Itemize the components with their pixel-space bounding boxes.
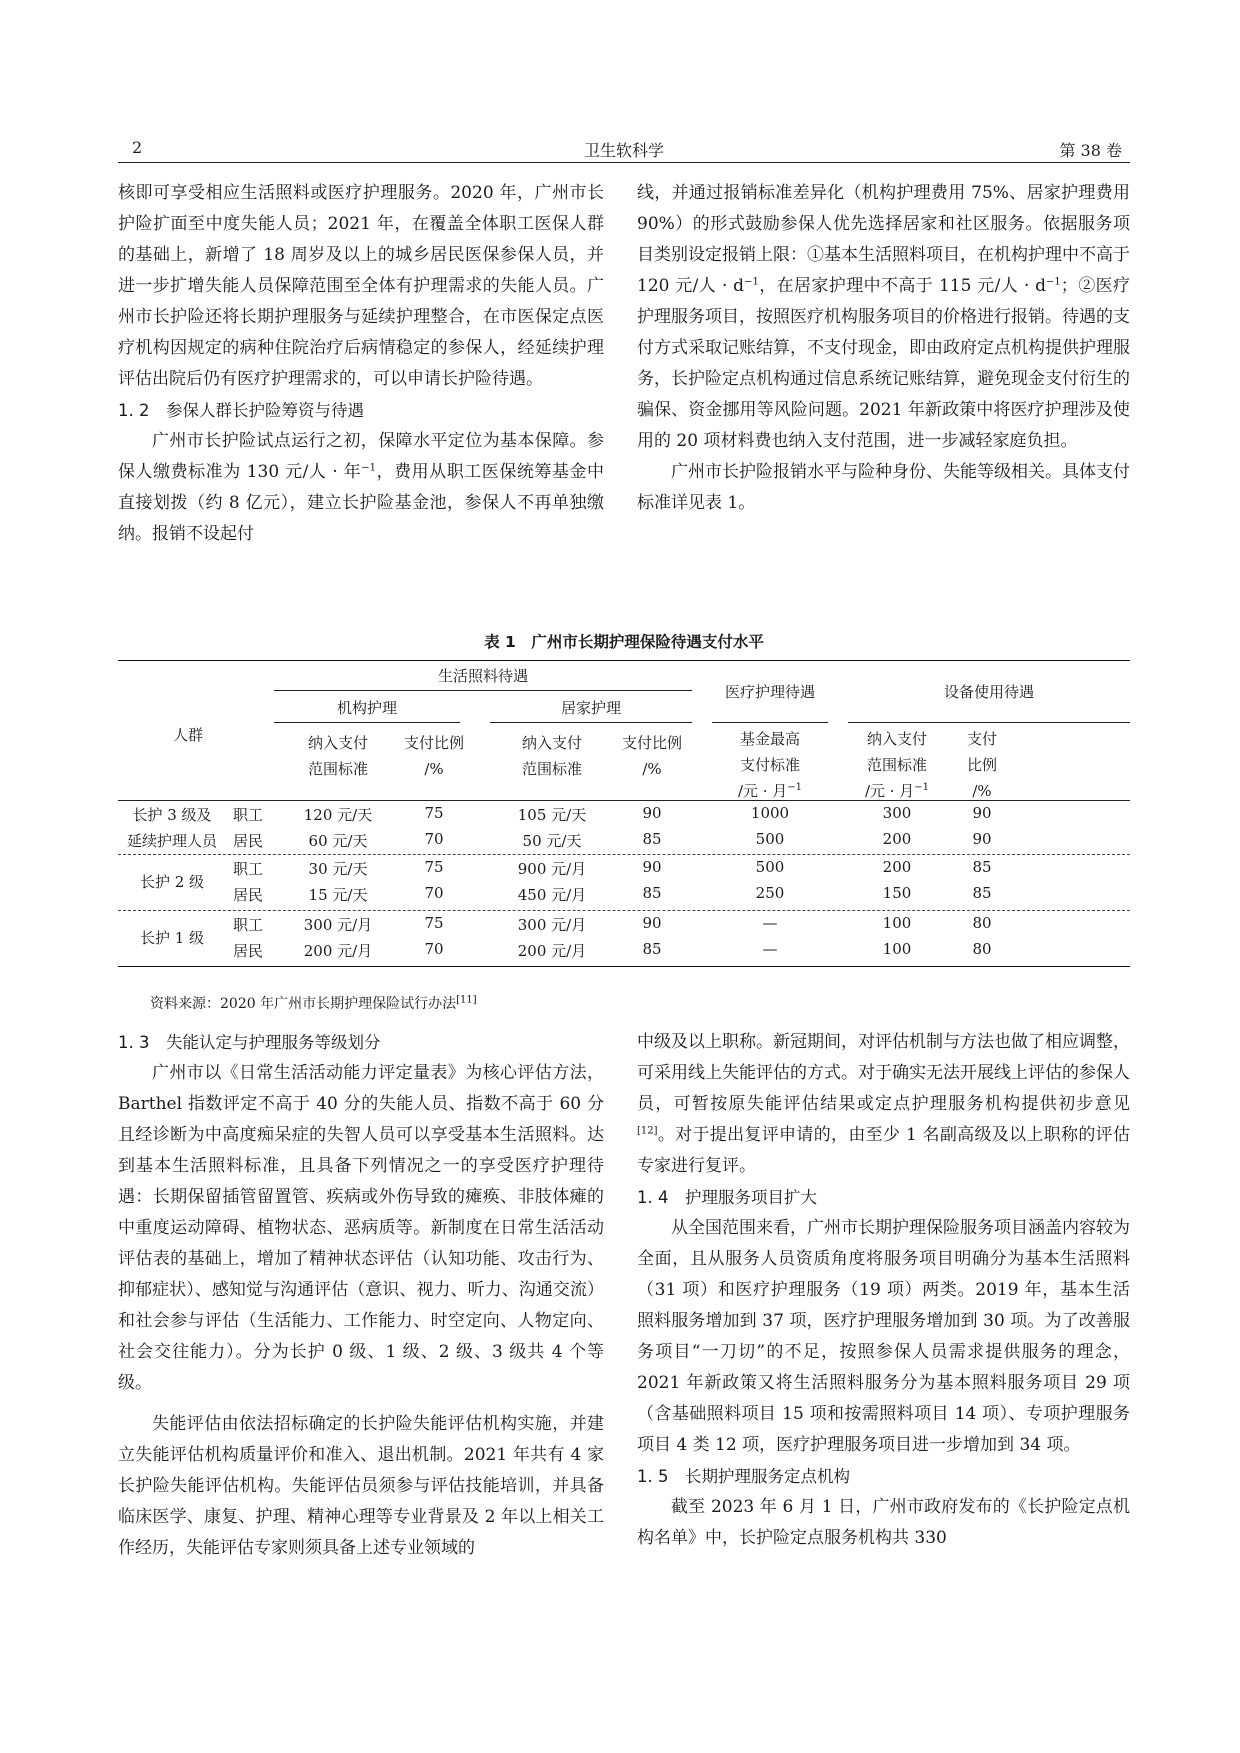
cell: 100 xyxy=(882,914,912,932)
cell: 80 xyxy=(972,914,992,932)
header-line: 支付比例 xyxy=(403,734,464,752)
header-home-scope xyxy=(502,730,602,782)
cell: 70 xyxy=(424,884,444,902)
cell: 50 元/天 xyxy=(522,832,582,850)
superscript: −1 xyxy=(914,782,930,793)
header-medical: 医疗护理待遇 xyxy=(724,683,815,701)
row-type: 居民 xyxy=(232,886,263,904)
text-run: 中级及以上职称。新冠期间，对评估机制与方法也做了相应调整，可采用线上失能评估的方式。对于确实无法开展线上评估的参保人员，可暂按原失能评估结果或定点护理服务机构提供初步意见 xyxy=(637,1032,1130,1114)
header-rule-med xyxy=(712,722,828,723)
page-number: 2 xyxy=(132,138,143,157)
header-line: /元 · 月 xyxy=(864,782,915,800)
paragraph: 广州市长护险报销水平与险种身份、失能等级相关。具体支付标准详见表 1。 xyxy=(637,462,1130,513)
cell: 75 xyxy=(424,858,444,876)
cell: 100 xyxy=(882,940,912,958)
table-top-rule xyxy=(118,660,1130,661)
paragraph xyxy=(637,178,1130,457)
header-line: 范围标准 xyxy=(307,760,368,778)
group-label: 延续护理人员 xyxy=(126,832,217,850)
cell: 70 xyxy=(424,830,444,848)
header-rule xyxy=(118,162,1130,163)
cell: 1000 xyxy=(750,804,790,822)
table-bottom-rule xyxy=(118,966,1130,967)
cell: — xyxy=(762,914,778,932)
superscript: −1 xyxy=(744,276,759,288)
header-group: 人群 xyxy=(172,726,203,744)
table-caption: 表 1 广州市长期护理保险待遇支付水平 xyxy=(484,633,764,651)
cell: 60 元/天 xyxy=(308,832,368,850)
text-run: 广州市长护险试点运行之初，保障水平定位为基本保障。参保人缴费标准为 130 元/人 · 年 xyxy=(118,431,604,482)
cell: 500 xyxy=(755,830,785,848)
header-line: 支付 xyxy=(966,730,997,748)
cell: 85 xyxy=(642,940,662,958)
section-heading-1-4: 1. 4 护理服务项目扩大 xyxy=(637,1188,817,1207)
header-institution: 机构护理 xyxy=(336,699,397,717)
superscript: −1 xyxy=(361,462,377,474)
header-line: 范围标准 xyxy=(866,756,927,774)
header-line: /% xyxy=(642,760,662,778)
header-line: 支付标准 xyxy=(739,756,800,774)
header-rule-inst xyxy=(274,722,460,723)
benefit-table xyxy=(118,660,1130,980)
journal-name: 卫生软科学 xyxy=(583,141,664,160)
text-run: ，在居家护理中不高于 115 元/人 · d xyxy=(758,276,1047,296)
header-line: 纳入支付 xyxy=(866,730,927,748)
header-med-limit xyxy=(712,726,828,804)
row-type: 职工 xyxy=(232,860,263,878)
paragraph xyxy=(118,426,604,550)
cell: 250 xyxy=(755,884,785,902)
top-left-column xyxy=(118,178,604,550)
header-rule-life xyxy=(274,690,692,691)
cell: 85 xyxy=(972,858,992,876)
cell: 90 xyxy=(972,830,992,848)
superscript: −1 xyxy=(787,782,803,793)
header-line: /% xyxy=(972,782,992,800)
cell: 200 xyxy=(882,858,912,876)
cell: 90 xyxy=(972,804,992,822)
header-line: 范围标准 xyxy=(521,760,582,778)
text-run: ；②医疗护理服务项目，按照医疗机构服务项目的价格进行报销。待遇的支付方式采取记账结算，不支付现金，即由政府定点机构提供护理服务，长护险定点机构通过信息系统记账结算，避免现金支付衍生的骗保、资金挪用等风险问题。2021 年新政策中将医疗护理涉及使用的 20 项材料费也纳入支付范围，进一步减轻家庭负担。 xyxy=(637,276,1130,451)
cell: 75 xyxy=(424,914,444,932)
group-label: 长护 2 级 xyxy=(139,873,205,891)
row-type: 居民 xyxy=(232,942,263,960)
text-run: 。对于提出复评申请的，由至少 1 名副高级及以上职称的评估专家进行复评。 xyxy=(637,1125,1130,1176)
cell: 85 xyxy=(642,830,662,848)
group-divider xyxy=(118,854,1130,855)
paragraph: 截至 2023 年 6 月 1 日，广州市政府发布的《长护险定点机构名单》中，长护险定点服务机构共 330 xyxy=(637,1497,1130,1548)
header-rule-home xyxy=(490,722,692,723)
cell: 120 元/天 xyxy=(303,806,373,824)
group-divider xyxy=(118,910,1130,911)
header-line: /元 · 月 xyxy=(737,782,788,800)
volume-label: 第 38 卷 xyxy=(1059,141,1122,160)
cell: 90 xyxy=(642,804,662,822)
source-text: 资料来源：2020 年广州市长期护理保险试行办法 xyxy=(150,996,457,1012)
cell: — xyxy=(762,940,778,958)
header-inst-ratio xyxy=(394,730,474,782)
cell: 300 元/月 xyxy=(303,916,373,934)
header-inst-scope xyxy=(288,730,388,782)
paragraph: 从全国范围来看，广州市长期护理保险服务项目涵盖内容较为全面，且从服务人员资质角度将服务项目明确分为基本生活照料（31 项）和医疗护理服务（19 项）两类。2019 年，基本生活照料服务增加到 37 项，医疗护理服务增加到 30 项。为了改善服务项目“一刀切”的不足，按照参保人员需求提供服务的理念，2021 年新政策又将生活照料服务分为基本照料服务项目 29 项（含基础照料项目 15 项和按需照料项目 14 项）、专项护理服务项目 4 类 12 项，医疗护理服务项目进一步增加到 34 项。 xyxy=(637,1218,1130,1455)
cell: 900 元/月 xyxy=(517,860,587,878)
group-label: 长护 3 级及 xyxy=(132,806,212,824)
header-eq-ratio xyxy=(954,726,1010,804)
cell: 300 xyxy=(882,804,912,822)
paragraph: 失能评估由依法招标确定的长护险失能评估机构实施，并建立失能评估机构质量评价和准入、退出机制。2021 年共有 4 家长护险失能评估机构。失能评估员须参与评估技能培训，并具备临床医学、康复、护理、精神心理等专业背景及 2 年以上相关工作经历，失能评估专家则须具备上述专业领域的 xyxy=(118,1414,604,1558)
header-rule-equip xyxy=(848,722,1130,723)
section-heading-1-5: 1. 5 长期护理服务定点机构 xyxy=(637,1467,850,1486)
row-type: 职工 xyxy=(232,916,263,934)
cell: 500 xyxy=(755,858,785,876)
top-right-column xyxy=(637,178,1130,519)
cell: 75 xyxy=(424,804,444,822)
text-run: ，费用从职工医保统筹基金中直接划拨（约 8 亿元），建立长护险基金池，参保人不再单独缴纳。报销不设起付 xyxy=(118,462,605,544)
citation: [11] xyxy=(456,994,477,1006)
cell: 300 元/月 xyxy=(517,916,587,934)
paragraph xyxy=(637,1027,1130,1182)
superscript: −1 xyxy=(1046,276,1061,288)
paragraph: 核即可享受相应生活照料或医疗护理服务。2020 年，广州市长护险扩面至中度失能人员；2021 年，在覆盖全体职工医保人群的基础上，新增了 18 周岁及以上的城乡居民医保参保人员，并进一步扩增失能人员保障范围至全体有护理需求的失能人员。广州市长护险还将长期护理服务与延续护理整合，在市医保定点医疗机构因规定的病种住院治疗后病情稳定的参保人，经延续护理评估出院后仍有医疗护理需求的，可以申请长护险待遇。 xyxy=(118,183,604,389)
paragraph: 广州市以《日常生活活动能力评定量表》为核心评估方法，Barthel 指数评定不高于 40 分的失能人员、指数不高于 60 分且经诊断为中高度痴呆症的失智人员可以享受基本生活照料。达到基本生活照料标准，且具备下列情况之一的享受医疗护理待遇：长期保留插管留置管、疾病或外伤导致的瘫痪、非肢体瘫的中重度运动障碍、植物状态、恶病质等。新制度在日常生活活动评估表的基础上，增加了精神状态评估（认知功能、攻击行为、抑郁症状）、感知觉与沟通评估（意识、视力、听力、沟通交流）和社会参与评估（生活能力、工作能力、时空定向、人物定向、社会交往能力）。分为长护 0 级、1 级、2 级、3 级共 4 个等级。 xyxy=(118,1063,604,1393)
bottom-left-column xyxy=(118,1027,604,1564)
cell: 80 xyxy=(972,940,992,958)
cell: 105 元/天 xyxy=(517,806,587,824)
row-type: 职工 xyxy=(232,806,263,824)
cell: 150 xyxy=(882,884,912,902)
cell: 200 元/月 xyxy=(303,942,373,960)
table-source-note xyxy=(150,993,477,1013)
header-line: 纳入支付 xyxy=(521,734,582,752)
header-eq-scope xyxy=(842,726,952,804)
section-heading-1-2: 1. 2 参保人群长护险筹资与待遇 xyxy=(118,401,364,420)
running-header xyxy=(118,134,1130,164)
section-heading-1-3: 1. 3 失能认定与护理服务等级划分 xyxy=(118,1033,381,1052)
header-line: 纳入支付 xyxy=(307,734,368,752)
header-line: /% xyxy=(424,760,444,778)
header-home: 居家护理 xyxy=(560,699,621,717)
group-label: 长护 1 级 xyxy=(139,929,205,947)
bottom-right-column xyxy=(637,1027,1130,1554)
header-line: 基金最高 xyxy=(739,730,800,748)
cell: 200 元/月 xyxy=(517,942,587,960)
cell: 85 xyxy=(972,884,992,902)
cell: 70 xyxy=(424,940,444,958)
header-equipment: 设备使用待遇 xyxy=(943,683,1034,701)
cell: 90 xyxy=(642,858,662,876)
cell: 450 元/月 xyxy=(517,886,587,904)
cell: 200 xyxy=(882,830,912,848)
cell: 15 元/天 xyxy=(308,886,368,904)
citation: [12] xyxy=(637,1125,658,1137)
header-life-care: 生活照料待遇 xyxy=(437,667,528,685)
text-run: 线，并通过报销标准差异化（机构护理费用 75%、居家护理费用 90%）的形式鼓励参保人优先选择居家和社区服务。依据服务项目类别设定报销上限：①基本生活照料项目，在机构护理中不高于 120 元/人 · d xyxy=(637,183,1130,296)
header-line: 支付比例 xyxy=(621,734,682,752)
cell: 90 xyxy=(642,914,662,932)
cell: 85 xyxy=(642,884,662,902)
row-type: 居民 xyxy=(232,832,263,850)
header-line: 比例 xyxy=(966,756,997,774)
cell: 30 元/天 xyxy=(308,860,368,878)
header-home-ratio xyxy=(612,730,692,782)
